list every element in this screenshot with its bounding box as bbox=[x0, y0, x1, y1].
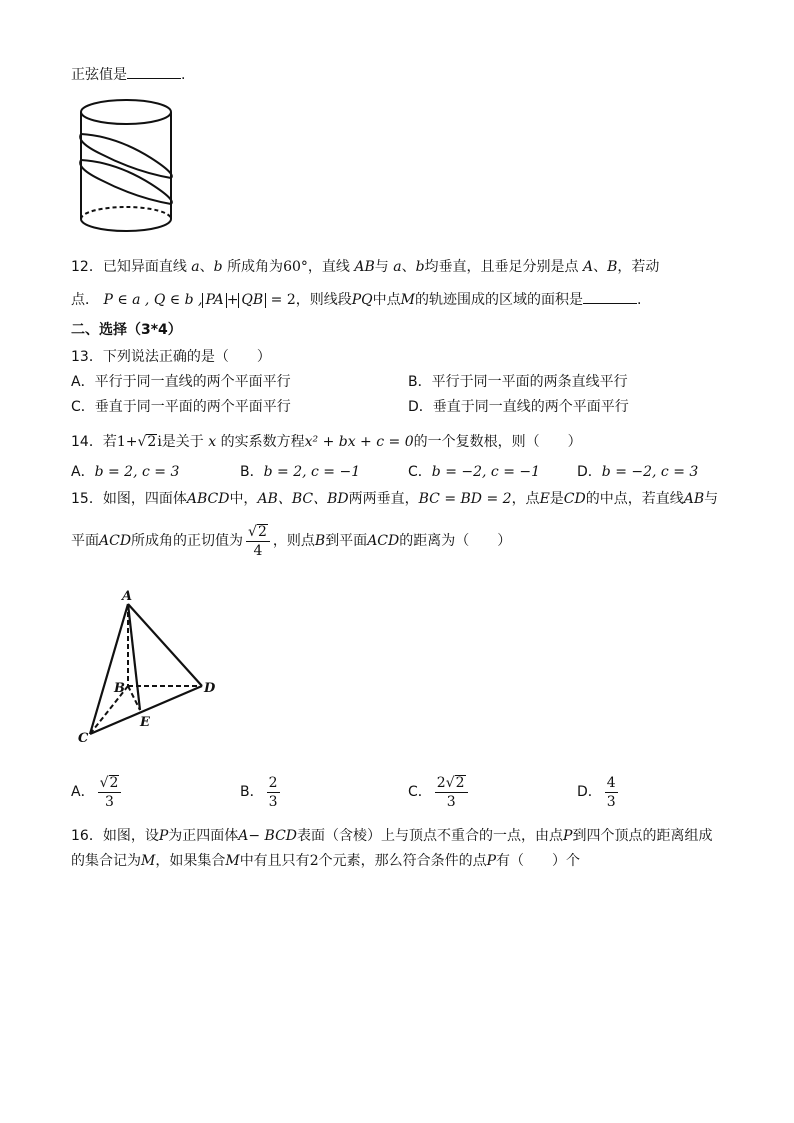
q15-option-d: D． $\frac{4}{3}$ bbox=[577, 774, 616, 810]
section-title: 二、选择（3*4） bbox=[71, 322, 182, 338]
q14-option-d: D．b = −2, c = 3 bbox=[577, 464, 699, 480]
q13-stem: 13．下列说法正确的是（ ） bbox=[71, 349, 271, 365]
q12-line2: 点． P ∈ a , Q ∈ b , PA + QB = 2，则线段PQ中点M的轨迹围成的区域的面积是 . bbox=[71, 288, 641, 310]
label-c: C bbox=[78, 731, 89, 746]
answer-blank bbox=[583, 288, 637, 304]
q15-option-b: B． $\frac{2}{3}$ bbox=[240, 774, 278, 810]
label-b: B bbox=[114, 681, 125, 696]
fraction: $\frac{√2}{4}$ bbox=[246, 523, 270, 560]
cylinder-figure bbox=[76, 96, 186, 236]
q13-option-c: C．垂直于同一平面的两个平面平行 bbox=[71, 399, 291, 415]
label-e: E bbox=[140, 715, 150, 730]
q15-line1: 15．如图，四面体ABCD中，AB、BC、BD两两垂直，BC = BD = 2，点E是CD的中点，若直线AB与 bbox=[71, 491, 719, 507]
q11-tail: 正弦值是 . bbox=[71, 63, 185, 85]
q15-line2: 平面ACD所成角的正切值为 $\frac{√2}{4}$ ，则点B到平面ACD的距离为（ ） bbox=[71, 523, 512, 559]
q15-option-a: A． $\frac{√2}{3}$ bbox=[71, 772, 124, 812]
q12-line1: 12．已知异面直线 a、b 所成角为60°，直线 AB与 a、b均垂直，且垂足分别是点 A、B，若动 bbox=[71, 259, 660, 275]
q14-option-c: C．b = −2, c = −1 bbox=[408, 464, 541, 480]
q13-option-b: B．平行于同一平面的两条直线平行 bbox=[408, 374, 628, 390]
q15-option-c: C． $\frac{2√2}{3}$ bbox=[408, 772, 471, 812]
tetrahedron-figure bbox=[74, 586, 224, 746]
answer-blank bbox=[127, 63, 181, 79]
q13-option-d: D．垂直于同一直线的两个平面平行 bbox=[408, 399, 629, 415]
q13-option-a: A．平行于同一直线的两个平面平行 bbox=[71, 374, 291, 390]
label-a: A bbox=[122, 589, 133, 604]
q14-stem: 14．若1+√2i是关于 x 的实系数方程x² + bx + c = 0的一个复数根，则（ ） bbox=[71, 434, 582, 450]
q16-line1: 16．如图，设P为正四面体A− BCD表面（含棱）上与顶点不重合的一点，由点P到四个顶点的距离组成 bbox=[71, 828, 713, 844]
q14-option-a: A．b = 2, c = 3 bbox=[71, 464, 180, 480]
label-d: D bbox=[204, 681, 216, 696]
q16-line2: 的集合记为M，如果集合M中有且只有2个元素，那么符合条件的点P有（ ）个 bbox=[71, 853, 581, 869]
q14-option-b: B．b = 2, c = −1 bbox=[240, 464, 361, 480]
